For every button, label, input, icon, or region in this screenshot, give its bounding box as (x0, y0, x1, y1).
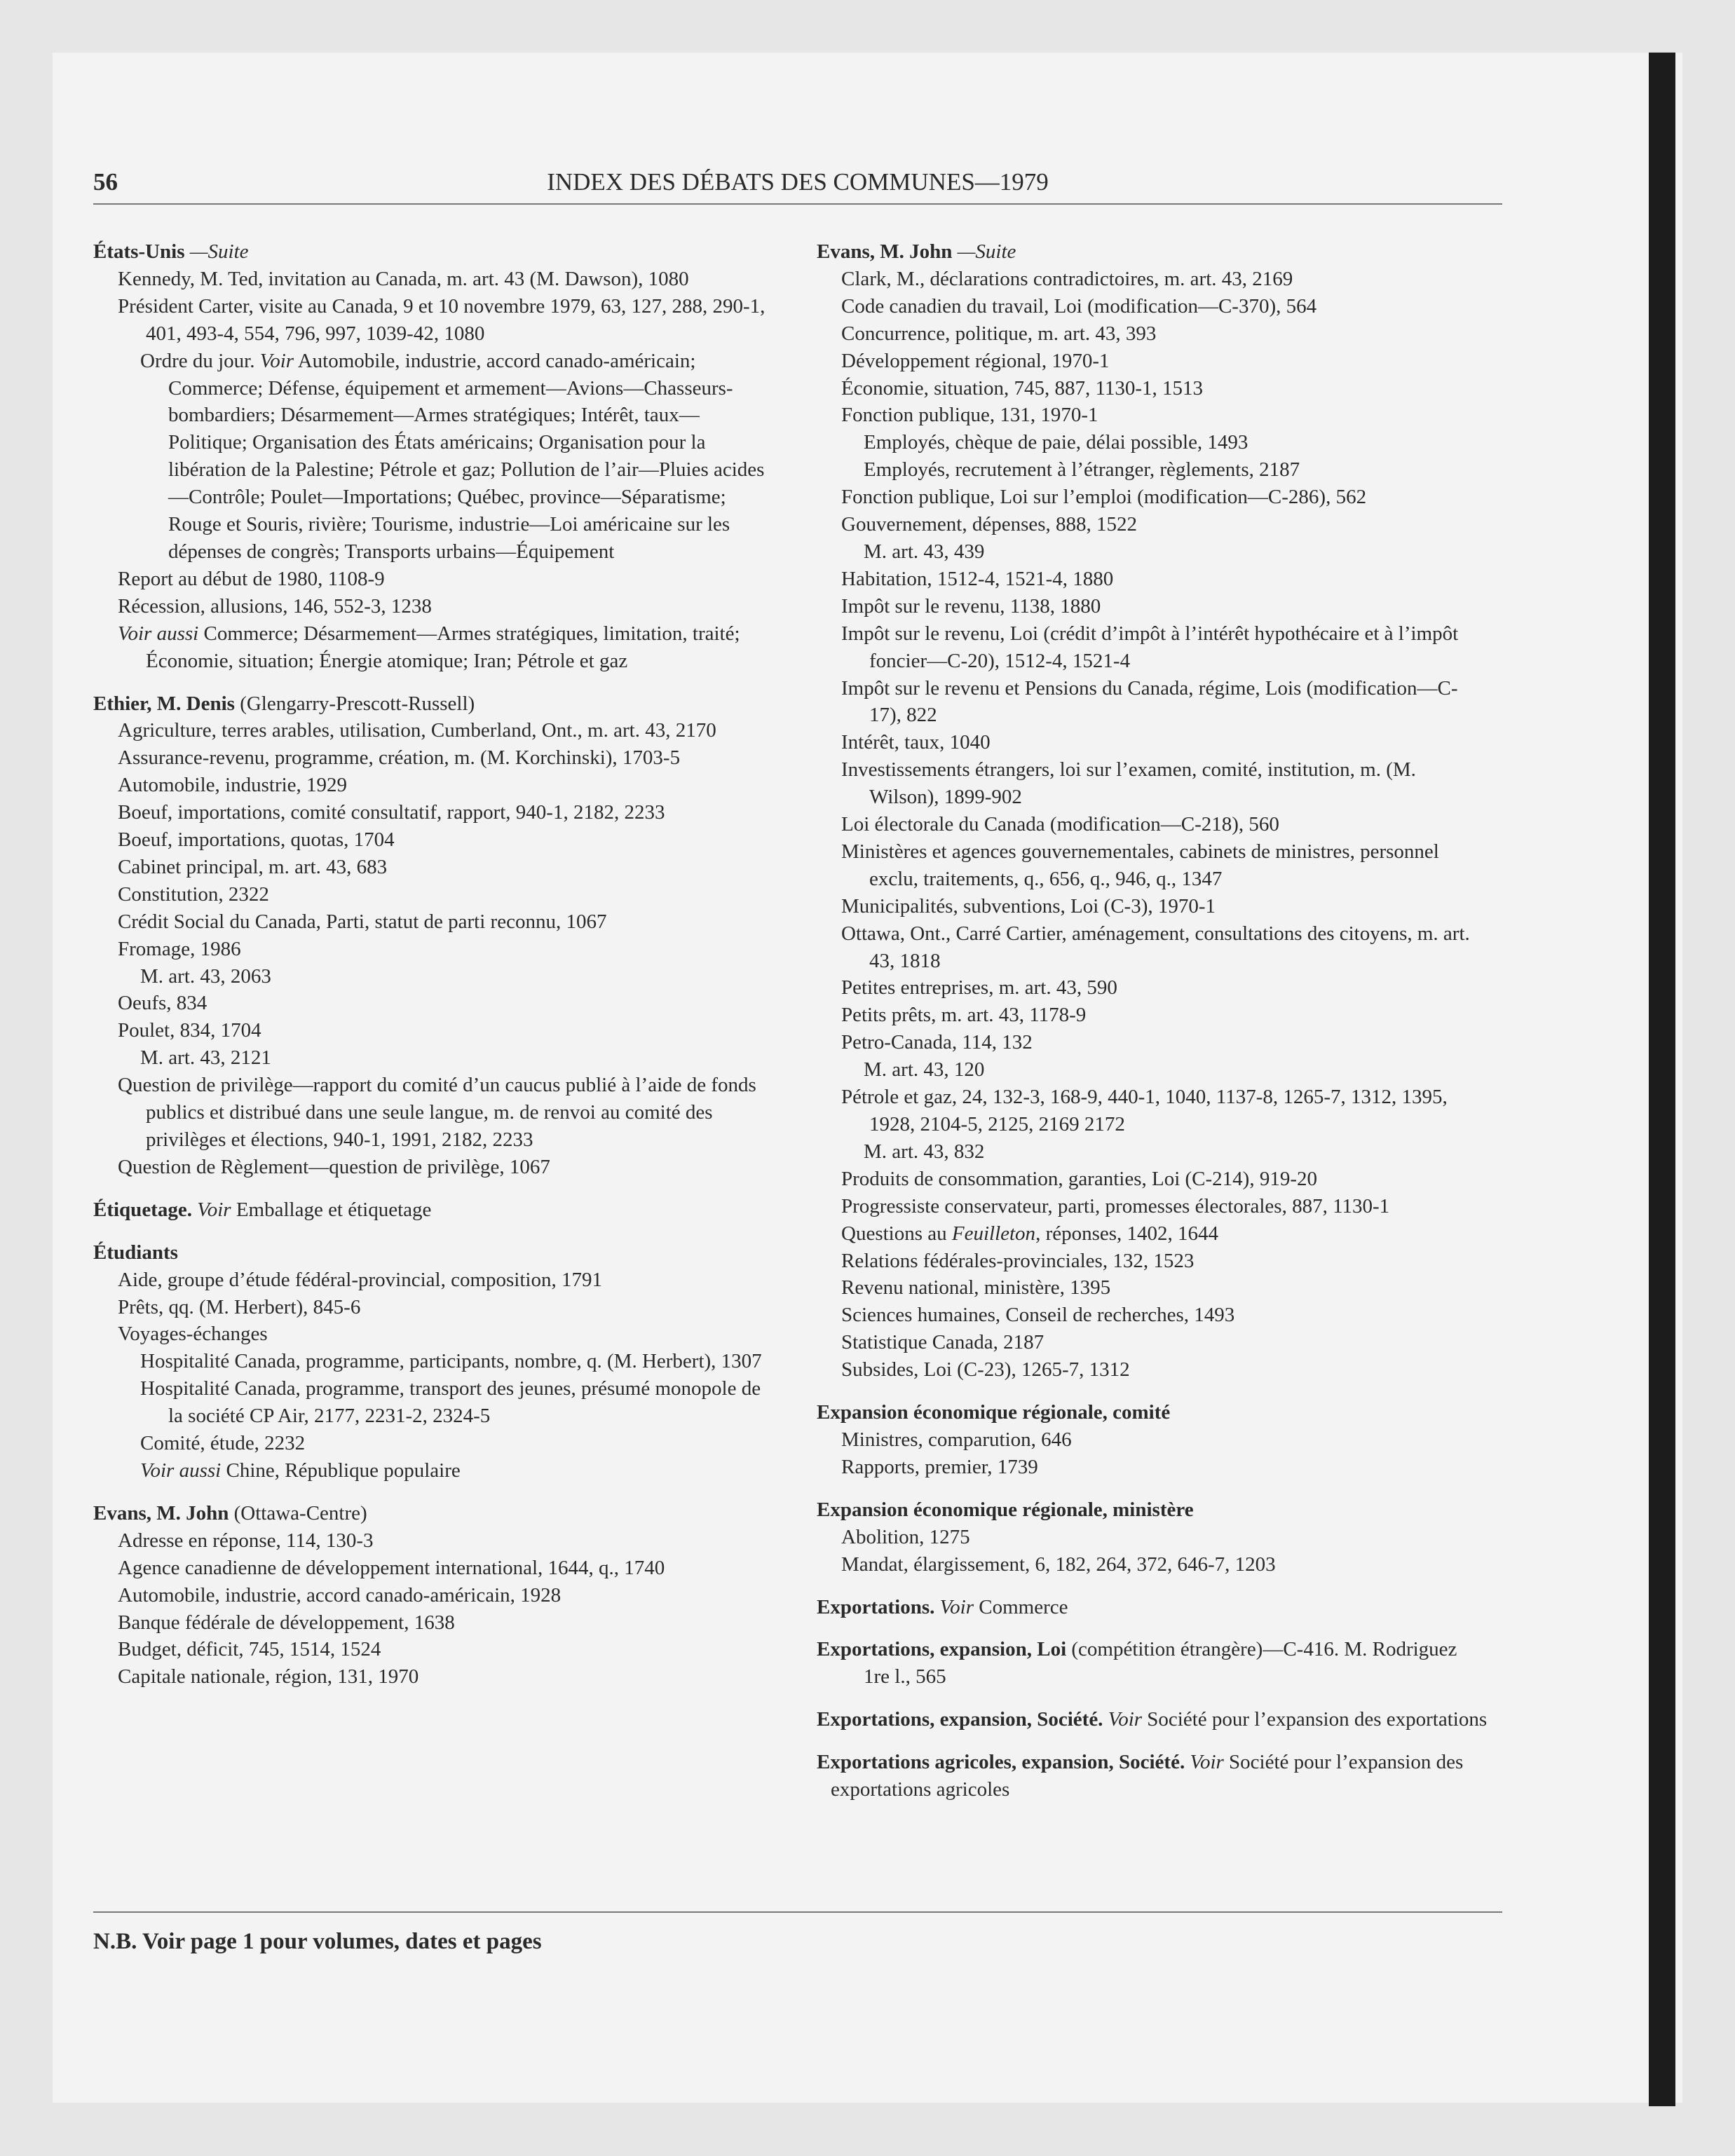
index-entry (817, 1454, 1490, 1481)
index-entry (817, 1248, 1490, 1275)
entry-text: 1re l., 565 (864, 1665, 946, 1688)
index-entry (93, 1457, 766, 1485)
index-entry (817, 402, 1490, 429)
index-heading (817, 1594, 1490, 1621)
entry-text: Voir (939, 1595, 974, 1618)
entry-text: —Suite (184, 240, 249, 263)
index-entry (817, 1193, 1490, 1220)
entry-text: Ethier, M. Denis (93, 692, 235, 715)
entry-text: Code canadien du travail, Loi (modification—C-370), 564 (841, 294, 1317, 318)
index-entry (93, 799, 766, 826)
index-entry (93, 854, 766, 881)
entry-text: Automobile, industrie, 1929 (118, 774, 348, 797)
index-entry (93, 1430, 766, 1457)
index-entry (93, 620, 766, 675)
entry-text: Mandat, élargissement, 6, 182, 264, 372, 646-7, 1203 (841, 1553, 1276, 1576)
index-entry (817, 1220, 1490, 1248)
index-heading (93, 1500, 766, 1527)
entry-text: Exportations. (817, 1595, 940, 1618)
entry-text: Employés, chèque de paie, délai possible, 1493 (864, 431, 1248, 454)
index-entry (93, 826, 766, 854)
entry-text: Prêts, qq. (M. Herbert), 845-6 (118, 1295, 361, 1318)
index-heading (817, 1636, 1490, 1663)
page-number: 56 (93, 168, 118, 196)
entry-text: Agence canadienne de développement international, 1644, q., 1740 (118, 1556, 665, 1579)
entry-text: Cabinet principal, m. art. 43, 683 (118, 855, 388, 878)
header-rule (93, 203, 1502, 205)
entry-text: Rapports, premier, 1739 (841, 1455, 1038, 1478)
index-entry (817, 1138, 1490, 1166)
index-heading (817, 1496, 1490, 1524)
entry-text: Impôt sur le revenu et Pensions du Canada, régime, Lois (modification—C-17), 822 (841, 676, 1458, 727)
index-entry (93, 1321, 766, 1348)
entry-text: Evans, M. John (93, 1501, 229, 1524)
entry-text: Employés, recrutement à l’étranger, règlements, 2187 (864, 458, 1300, 482)
entry-text: Commerce (973, 1595, 1068, 1618)
entry-text: Développement régional, 1970-1 (841, 349, 1110, 372)
entry-text: Exportations, expansion, Loi (817, 1638, 1067, 1661)
entry-text: Comité, étude, 2232 (140, 1432, 306, 1455)
entry-text: Aide, groupe d’étude fédéral-provincial, composition, 1791 (118, 1268, 602, 1291)
index-entry (93, 1154, 766, 1181)
index-entry (817, 484, 1490, 511)
index-entry (817, 266, 1490, 293)
index-entry (817, 974, 1490, 1002)
index-entry (93, 744, 766, 772)
entry-text: Hospitalité Canada, programme, participants, nombre, q. (M. Herbert), 1307 (140, 1350, 762, 1373)
entry-text: Oeufs, 834 (118, 992, 207, 1015)
entry-text: Étudiants (93, 1241, 178, 1264)
entry-text: Ottawa, Ont., Carré Cartier, aménagement, consultations des citoyens, m. art. 43, 1818 (841, 922, 1470, 972)
index-heading (93, 1196, 766, 1224)
entry-text: Budget, déficit, 745, 1514, 1524 (118, 1638, 381, 1661)
index-entry (817, 1002, 1490, 1029)
index-entry (93, 1017, 766, 1044)
index-entry (93, 566, 766, 593)
entry-text: États-Unis (93, 240, 185, 263)
entry-text: Voir (259, 349, 294, 372)
entry-text: Emballage et étiquetage (231, 1198, 432, 1221)
index-entry (93, 936, 766, 963)
index-entry (93, 1555, 766, 1582)
entry-text: Statistique Canada, 2187 (841, 1331, 1045, 1354)
entry-text: —Suite (952, 240, 1016, 263)
entry-text: Ministres, comparution, 646 (841, 1428, 1072, 1451)
entry-text: Exportations agricoles, expansion, Société. (817, 1751, 1190, 1774)
entry-text: Progressiste conservateur, parti, promesses électorales, 887, 1130-1 (841, 1194, 1390, 1217)
entry-text: Économie, situation, 745, 887, 1130-1, 1513 (841, 376, 1204, 400)
index-heading (817, 238, 1490, 266)
index-heading (93, 1239, 766, 1267)
entry-text: Président Carter, visite au Canada, 9 et 10 novembre 1979, 63, 127, 288, 290-1, 401, 493-4, 554, 796, 997, 1039-42, 1080 (118, 294, 766, 345)
page-header (93, 168, 1502, 200)
entry-text: Agriculture, terres arables, utilisation, Cumberland, Ont., m. art. 43, 2170 (118, 719, 716, 742)
index-entry (817, 838, 1490, 893)
index-entry (817, 756, 1490, 811)
index-column-left (93, 238, 766, 1691)
index-entry (817, 456, 1490, 484)
index-entry (817, 1029, 1490, 1056)
index-entry (817, 1302, 1490, 1329)
index-entry (817, 1426, 1490, 1454)
entry-text: Crédit Social du Canada, Parti, statut de parti reconnu, 1067 (118, 910, 607, 933)
index-entry (93, 881, 766, 908)
index-entry (93, 1044, 766, 1072)
entry-text: M. art. 43, 120 (864, 1058, 985, 1082)
entry-text: Petites entreprises, m. art. 43, 590 (841, 976, 1117, 999)
entry-text: Subsides, Loi (C-23), 1265-7, 1312 (841, 1358, 1130, 1381)
entry-text: Petro-Canada, 114, 132 (841, 1031, 1033, 1054)
entry-text: Commerce; Désarmement—Armes stratégiques, limitation, traité; Économie, situation; Énergie atomique; Iran; Pétrole et gaz (146, 622, 740, 672)
entry-text: Impôt sur le revenu, Loi (crédit d’impôt à l’intérêt hypothécaire et à l’impôt foncier—C-20), 1512-4, 1521-4 (841, 622, 1459, 672)
index-entry (93, 1294, 766, 1321)
index-entry (817, 1056, 1490, 1084)
entry-text: Loi électorale du Canada (modification—C-218), 560 (841, 813, 1279, 836)
index-entry (93, 1267, 766, 1294)
index-entry (93, 772, 766, 799)
index-entry (93, 1663, 766, 1691)
index-entry (93, 1348, 766, 1375)
index-entry (93, 1582, 766, 1609)
entry-text: Voir aussi (118, 622, 199, 645)
entry-text: Evans, M. John (817, 240, 953, 263)
scan-edge-bar (1649, 53, 1675, 2106)
entry-text: Habitation, 1512-4, 1521-4, 1880 (841, 567, 1114, 590)
index-entry (93, 266, 766, 293)
footer-note: N.B. Voir page 1 pour volumes, dates et pages (93, 1929, 542, 1954)
index-entry (93, 293, 766, 348)
entry-text: Revenu national, ministère, 1395 (841, 1276, 1111, 1299)
index-heading (817, 1749, 1490, 1803)
entry-text: Gouvernement, dépenses, 888, 1522 (841, 513, 1138, 536)
page-title: INDEX DES DÉBATS DES COMMUNES—1979 (547, 168, 1049, 196)
entry-text: Poulet, 834, 1704 (118, 1019, 261, 1042)
index-entry (817, 566, 1490, 593)
index-entry (817, 511, 1490, 538)
entry-text: Boeuf, importations, quotas, 1704 (118, 828, 395, 852)
entry-text: Assurance-revenu, programme, création, m. (M. Korchinski), 1703-5 (118, 746, 681, 770)
index-entry (93, 717, 766, 744)
index-column-right (817, 238, 1490, 1803)
entry-text: Automobile, industrie, accord canado-américain, 1928 (118, 1583, 562, 1606)
index-entry (93, 1527, 766, 1555)
index-entry (817, 429, 1490, 456)
index-entry (817, 893, 1490, 920)
entry-text: Question de Règlement—question de privilège, 1067 (118, 1155, 550, 1178)
entry-text: M. art. 43, 832 (864, 1140, 985, 1163)
entry-text: M. art. 43, 2063 (140, 964, 271, 988)
entry-text: Hospitalité Canada, programme, transport des jeunes, présumé monopole de la société CP Air, 2177, 2231-2, 2324-5 (140, 1377, 761, 1428)
index-entry (93, 1375, 766, 1430)
index-entry (93, 348, 766, 566)
index-entry (817, 1551, 1490, 1578)
entry-text: Ministères et agences gouvernementales, cabinets de ministres, personnel exclu, traitements, q., 656, q., 946, q., 1347 (841, 840, 1439, 890)
index-entry (93, 963, 766, 990)
entry-text: Voir (1190, 1751, 1224, 1774)
index-entry (817, 1524, 1490, 1551)
entry-text: Boeuf, importations, comité consultatif, rapport, 940-1, 2182, 2233 (118, 801, 665, 824)
index-entry (817, 320, 1490, 348)
footer-rule (93, 1911, 1502, 1913)
entry-text: Question de privilège—rapport du comité d’un caucus publié à l’aide de fonds publics et distribué dans une seule langue, m. de renvoi au comité des privilèges et élections, 940-1, 1991, 2182, 2233 (118, 1074, 756, 1151)
index-entry (817, 811, 1490, 838)
entry-text: Relations fédérales-provinciales, 132, 1523 (841, 1249, 1195, 1272)
entry-text: Questions au (841, 1222, 952, 1245)
entry-text: Concurrence, politique, m. art. 43, 393 (841, 322, 1157, 345)
entry-text: Clark, M., déclarations contradictoires, m. art. 43, 2169 (841, 267, 1293, 290)
index-entry (817, 538, 1490, 566)
entry-text: Ordre du jour. (140, 349, 260, 372)
index-entry (93, 990, 766, 1017)
entry-text: M. art. 43, 439 (864, 540, 985, 563)
index-entry (817, 1166, 1490, 1193)
entry-text: Expansion économique régionale, ministère (817, 1498, 1194, 1521)
entry-text: Étiquetage. (93, 1198, 198, 1221)
entry-text: Voyages-échanges (118, 1323, 268, 1346)
index-entry (817, 620, 1490, 675)
entry-text: Pétrole et gaz, 24, 132-3, 168-9, 440-1, 1040, 1137-8, 1265-7, 1312, 1395, 1928, 2104-5, 2125, 2169 2172 (841, 1086, 1448, 1135)
entry-text: Kennedy, M. Ted, invitation au Canada, m. art. 43 (M. Dawson), 1080 (118, 267, 689, 290)
entry-text: Fromage, 1986 (118, 937, 241, 960)
entry-text: Fonction publique, Loi sur l’emploi (modification—C-286), 562 (841, 486, 1367, 509)
entry-text: Feuilleton (951, 1222, 1036, 1245)
index-heading (817, 1399, 1490, 1426)
entry-text: Fonction publique, 131, 1970-1 (841, 404, 1098, 427)
entry-text: Chine, République populaire (221, 1459, 461, 1482)
index-heading (93, 690, 766, 718)
index-entry (817, 1084, 1490, 1138)
entry-text: Report au début de 1980, 1108-9 (118, 567, 385, 590)
entry-text: Voir (197, 1198, 231, 1221)
entry-text: (compétition étrangère)—C-416. M. Rodriguez (1066, 1638, 1457, 1661)
entry-text: Petits prêts, m. art. 43, 1178-9 (841, 1004, 1087, 1027)
entry-text: Impôt sur le revenu, 1138, 1880 (841, 594, 1101, 618)
entry-text: Intérêt, taux, 1040 (841, 731, 991, 754)
entry-text: Récession, allusions, 146, 552-3, 1238 (118, 594, 432, 618)
index-entry (93, 1636, 766, 1663)
entry-text: Exportations, expansion, Société. (817, 1708, 1108, 1731)
index-entry (817, 375, 1490, 402)
entry-text: , réponses, 1402, 1644 (1035, 1222, 1219, 1245)
index-entry (817, 348, 1490, 375)
entry-text: Voir aussi (140, 1459, 222, 1482)
entry-text: Sciences humaines, Conseil de recherches, 1493 (841, 1304, 1235, 1327)
entry-text: (Glengarry-Prescott-Russell) (234, 692, 475, 715)
index-entry (817, 675, 1490, 730)
index-entry (817, 920, 1490, 975)
entry-text: Société pour l’expansion des exportations (1142, 1708, 1488, 1731)
index-entry (817, 1663, 1490, 1691)
index-heading (817, 1706, 1490, 1733)
entry-text: Société pour l’expansion des exportations agricoles (831, 1751, 1464, 1801)
index-entry (817, 293, 1490, 320)
index-entry (93, 1609, 766, 1637)
entry-text: Constitution, 2322 (118, 882, 269, 906)
index-entry (817, 1274, 1490, 1302)
entry-text: M. art. 43, 2121 (140, 1046, 271, 1070)
entry-text: Produits de consommation, garanties, Loi (C-214), 919-20 (841, 1167, 1317, 1190)
index-entry (817, 593, 1490, 620)
entry-text: Municipalités, subventions, Loi (C-3), 1970-1 (841, 894, 1216, 917)
entry-text: Expansion économique régionale, comité (817, 1401, 1171, 1424)
entry-text: Investissements étrangers, loi sur l’examen, comité, institution, m. (M. Wilson), 1899-902 (841, 758, 1416, 809)
entry-text: Abolition, 1275 (841, 1525, 970, 1548)
index-entry (93, 593, 766, 620)
entry-text: Adresse en réponse, 114, 130-3 (118, 1529, 374, 1552)
index-heading (93, 238, 766, 266)
index-entry (817, 1356, 1490, 1384)
entry-text: Voir (1108, 1708, 1143, 1731)
index-entry (817, 1329, 1490, 1356)
entry-text: Automobile, industrie, accord canado-américain; Commerce; Défense, équipement et armement—Avions—Chasseurs-bombardiers; Désarmement—Armes stratégiques; Intérêt, taux—Politique; Organisation des États américains; Organisation pour la libération de la Palestine; Pétrole et gaz; Pollution de l’air—Pluies acides—Contrôle; Poulet—Importations; Québec, province—Séparatisme; Rouge et Souris, rivière; Tourisme, industrie—Loi américaine sur les dépenses de congrès; Transports urbains—Équipement (168, 349, 765, 563)
entry-text: Capitale nationale, région, 131, 1970 (118, 1665, 419, 1688)
entry-text: (Ottawa-Centre) (229, 1501, 367, 1524)
index-entry (93, 908, 766, 936)
index-entry (93, 1072, 766, 1154)
entry-text: Banque fédérale de développement, 1638 (118, 1611, 455, 1634)
index-entry (817, 729, 1490, 756)
